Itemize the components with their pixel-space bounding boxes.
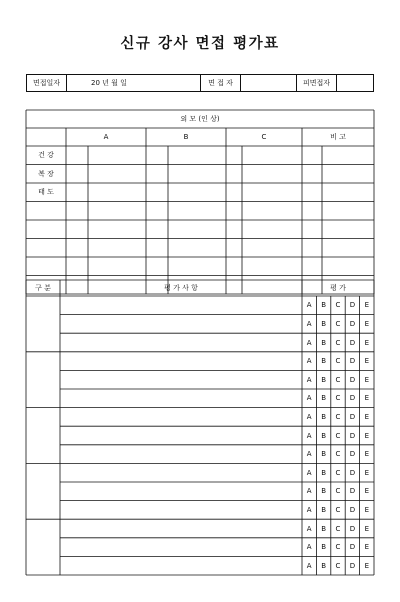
grade-option-d[interactable]: D bbox=[349, 561, 356, 570]
grade-option-c[interactable]: C bbox=[335, 338, 341, 347]
evaluation-items-header: 평 가 사 항 bbox=[164, 284, 198, 292]
grade-option-e[interactable]: E bbox=[364, 338, 370, 347]
grade-option-b[interactable]: B bbox=[321, 338, 326, 347]
grade-option-a[interactable]: A bbox=[306, 301, 312, 310]
date-field[interactable]: 20 년 월 일 bbox=[67, 75, 201, 91]
grade-option-a[interactable]: A bbox=[306, 505, 312, 514]
grade-option-b[interactable]: B bbox=[321, 375, 326, 384]
grade-option-b[interactable]: B bbox=[321, 524, 326, 533]
grade-header: 평 가 bbox=[330, 284, 346, 292]
grade-option-d[interactable]: D bbox=[349, 357, 356, 366]
grade-option-a[interactable]: A bbox=[306, 450, 312, 459]
grade-option-e[interactable]: E bbox=[364, 468, 370, 477]
grade-option-c[interactable]: C bbox=[335, 431, 341, 440]
grade-option-a[interactable]: A bbox=[306, 319, 312, 328]
grade-option-c[interactable]: C bbox=[335, 301, 341, 310]
grade-option-d[interactable]: D bbox=[349, 543, 356, 552]
grade-option-e[interactable]: E bbox=[364, 431, 370, 440]
appearance-section-title: 외 모 (인 상) bbox=[180, 115, 220, 123]
grade-option-a[interactable]: A bbox=[306, 394, 312, 403]
grade-option-d[interactable]: D bbox=[349, 487, 356, 496]
grade-option-a[interactable]: A bbox=[306, 524, 312, 533]
grade-option-c[interactable]: C bbox=[335, 375, 341, 384]
grade-option-b[interactable]: B bbox=[321, 543, 326, 552]
grade-option-e[interactable]: E bbox=[364, 561, 370, 570]
grade-option-c[interactable]: C bbox=[335, 543, 341, 552]
grade-option-e[interactable]: E bbox=[364, 375, 370, 384]
remarks-header: 비 고 bbox=[330, 133, 346, 141]
grade-option-b[interactable]: B bbox=[321, 487, 326, 496]
grade-option-a[interactable]: A bbox=[306, 487, 312, 496]
grade-option-c[interactable]: C bbox=[335, 357, 341, 366]
grade-option-d[interactable]: D bbox=[349, 524, 356, 533]
grade-option-e[interactable]: E bbox=[364, 487, 370, 496]
appearance-row-label: 태 도 bbox=[38, 188, 54, 197]
grade-option-c[interactable]: C bbox=[335, 524, 341, 533]
appearance-row-label: 복 장 bbox=[38, 169, 54, 178]
grade-option-e[interactable]: E bbox=[364, 319, 370, 328]
grade-option-a[interactable]: A bbox=[306, 338, 312, 347]
appearance-column-header-c: C bbox=[261, 133, 267, 141]
grade-option-b[interactable]: B bbox=[321, 357, 326, 366]
grade-option-e[interactable]: E bbox=[364, 357, 370, 366]
grade-option-b[interactable]: B bbox=[321, 412, 326, 421]
grade-option-d[interactable]: D bbox=[349, 431, 356, 440]
grade-option-c[interactable]: C bbox=[335, 394, 341, 403]
grade-option-a[interactable]: A bbox=[306, 468, 312, 477]
grade-option-e[interactable]: E bbox=[364, 301, 370, 310]
grade-option-a[interactable]: A bbox=[306, 357, 312, 366]
grade-option-a[interactable]: A bbox=[306, 561, 312, 570]
grade-option-d[interactable]: D bbox=[349, 412, 356, 421]
grade-option-b[interactable]: B bbox=[321, 505, 326, 514]
grade-option-c[interactable]: C bbox=[335, 412, 341, 421]
grade-option-a[interactable]: A bbox=[306, 543, 312, 552]
grade-option-e[interactable]: E bbox=[364, 524, 370, 533]
grade-option-b[interactable]: B bbox=[321, 301, 326, 310]
grade-option-e[interactable]: E bbox=[364, 450, 370, 459]
grade-option-b[interactable]: B bbox=[321, 561, 326, 570]
grade-option-b[interactable]: B bbox=[321, 394, 326, 403]
appearance-column-header-a: A bbox=[103, 133, 109, 141]
grade-option-d[interactable]: D bbox=[349, 468, 356, 477]
grade-option-d[interactable]: D bbox=[349, 319, 356, 328]
appearance-row-label: 건 강 bbox=[38, 151, 54, 160]
grade-option-a[interactable]: A bbox=[306, 431, 312, 440]
grade-option-d[interactable]: D bbox=[349, 505, 356, 514]
grade-option-e[interactable]: E bbox=[364, 505, 370, 514]
grade-option-a[interactable]: A bbox=[306, 375, 312, 384]
grade-option-e[interactable]: E bbox=[364, 543, 370, 552]
grade-option-c[interactable]: C bbox=[335, 561, 341, 570]
date-label: 면접일자 bbox=[27, 75, 67, 91]
grade-option-e[interactable]: E bbox=[364, 412, 370, 421]
grade-option-e[interactable]: E bbox=[364, 394, 370, 403]
grade-option-b[interactable]: B bbox=[321, 468, 326, 477]
grade-option-b[interactable]: B bbox=[321, 319, 326, 328]
interviewer-label: 면 접 자 bbox=[201, 75, 241, 91]
category-header: 구 분 bbox=[35, 284, 51, 292]
grade-option-c[interactable]: C bbox=[335, 468, 341, 477]
grade-option-c[interactable]: C bbox=[335, 319, 341, 328]
grade-option-d[interactable]: D bbox=[349, 375, 356, 384]
grade-option-d[interactable]: D bbox=[349, 450, 356, 459]
document-title: 신규 강사 면접 평가표 bbox=[120, 36, 280, 52]
appearance-column-header-b: B bbox=[183, 133, 189, 141]
grade-option-b[interactable]: B bbox=[321, 431, 326, 440]
grade-option-d[interactable]: D bbox=[349, 338, 356, 347]
grade-option-c[interactable]: C bbox=[335, 450, 341, 459]
grade-option-b[interactable]: B bbox=[321, 450, 326, 459]
grade-option-c[interactable]: C bbox=[335, 505, 341, 514]
grade-option-d[interactable]: D bbox=[349, 301, 356, 310]
grade-option-c[interactable]: C bbox=[335, 487, 341, 496]
grade-option-d[interactable]: D bbox=[349, 394, 356, 403]
grade-option-a[interactable]: A bbox=[306, 412, 312, 421]
interviewee-label: 피면접자 bbox=[297, 75, 337, 91]
